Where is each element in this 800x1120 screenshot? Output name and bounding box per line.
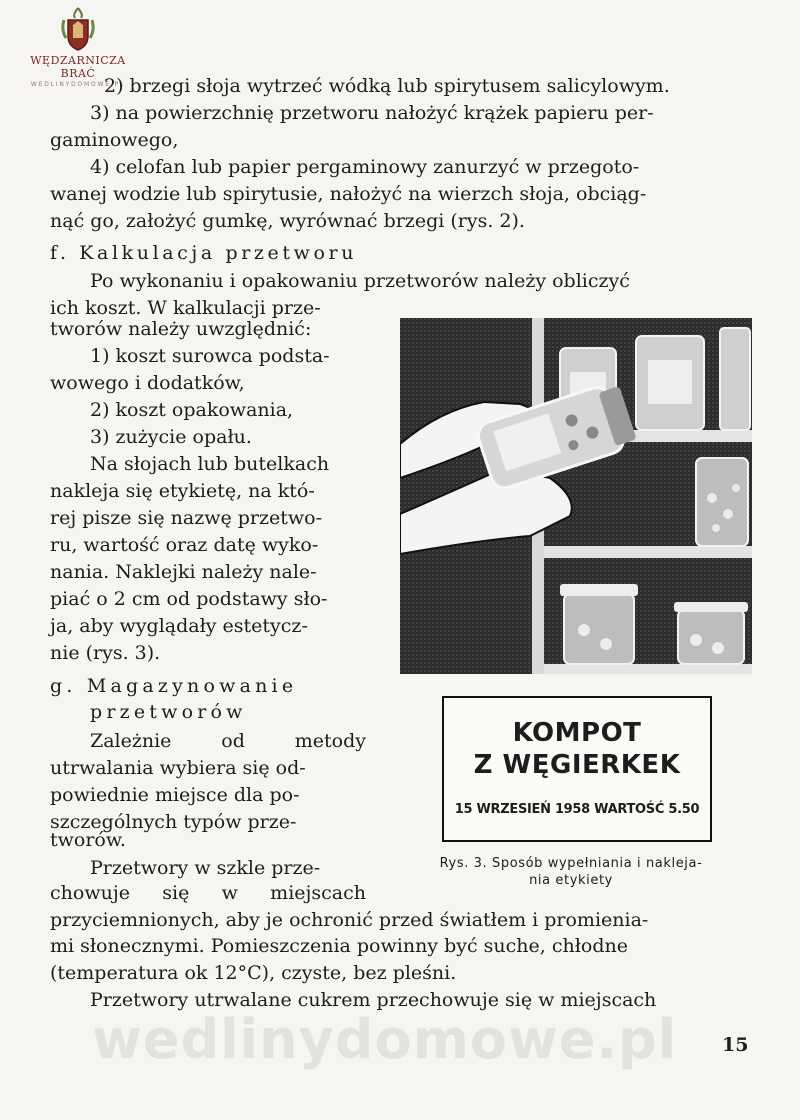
text-line: Przetwory utrwalane cukrem przechowuje się w miejscach <box>90 989 657 1011</box>
text-line: nania. Naklejki należy nale- <box>50 561 317 583</box>
watermark: wedlinydomowe.pl <box>92 1008 678 1071</box>
text-line: 2) koszt opakowania, <box>90 399 294 421</box>
text-line: nie (rys. 3). <box>50 642 161 664</box>
text-line: Przetwory w szkle prze- <box>90 857 321 879</box>
text-line: rej pisze się nazwę przetwo- <box>50 507 323 529</box>
jar-label <box>442 696 712 842</box>
crest-icon <box>58 6 98 52</box>
section-heading-g: g. Magazynowanie <box>50 675 298 697</box>
text-line: przyciemnionych, aby je ochronić przed światłem i promienia- <box>50 909 649 931</box>
caption-line: nia etykiety <box>529 873 613 888</box>
text-line: ich koszt. W kalkulacji prze- <box>50 297 321 319</box>
page-number: 15 <box>722 1034 749 1056</box>
text-line: 2) brzegi słoja wytrzeć wódką lub spirytusem salicylowym. <box>104 75 670 97</box>
section-heading-f: f. Kalkulacja przetworu <box>50 242 358 264</box>
label-title-line2: Z WĘGIERKEK <box>473 750 681 780</box>
text-line: Na słojach lub butelkach <box>90 453 330 475</box>
text-line: nąć go, założyć gumkę, wyrównać brzegi (rys. 2). <box>50 210 525 232</box>
jar-shelf-illustration <box>400 318 752 674</box>
text-line: piać o 2 cm od podstawy sło- <box>50 588 328 610</box>
text-line: wowego i dodatków, <box>50 372 245 394</box>
text-line: ja, aby wyglądały estetycz- <box>50 615 308 637</box>
logo-name: WĘDZARNICZA BRAĆ <box>30 54 126 80</box>
text-line: szczególnych typów prze- <box>50 811 297 833</box>
text-line: tworów należy uwzględnić: <box>50 318 312 340</box>
text-line: 1) koszt surowca podsta- <box>90 345 330 367</box>
text-line: 3) zużycie opału. <box>90 426 252 448</box>
text-line: ru, wartość oraz datę wyko- <box>50 534 319 556</box>
text-line: mi słonecznymi. Pomieszczenia powinny być suche, chłodne <box>50 935 628 957</box>
text-line: gaminowego, <box>50 129 179 151</box>
logo-subtitle: WEDLINYDOMOWE.PL <box>30 81 126 88</box>
figure-caption <box>384 855 758 889</box>
text-line: 3) na powierzchnię przetworu nałożyć krążek papieru per- <box>90 102 654 124</box>
text-line: wanej wodzie lub spirytusie, nałożyć na wierzch słoja, obciąg- <box>50 183 647 205</box>
text-line: (temperatura ok 12°C), czyste, bez pleśni. <box>50 962 457 984</box>
text-line: Zależnie od metody <box>90 730 366 752</box>
text-line: tworów. <box>50 829 126 851</box>
section-heading-g-cont: przetworów <box>90 701 247 723</box>
text-line: chowuje się w miejscach <box>50 882 366 904</box>
text-line: 4) celofan lub papier pergaminowy zanurzyć w przegoto- <box>90 156 640 178</box>
text-line: powiednie miejsce dla po- <box>50 784 300 806</box>
caption-line: Rys. 3. Sposób wypełniania i nakleja- <box>439 856 703 871</box>
text-line: Po wykonaniu i opakowaniu przetworów należy obliczyć <box>90 270 630 292</box>
label-title-line1: KOMPOT <box>512 718 642 748</box>
text-line: utrwalania wybiera się od- <box>50 757 306 779</box>
text-line: nakleja się etykietę, na któ- <box>50 480 315 502</box>
label-date-value: 15 WRZESIEŃ 1958 WARTOŚĆ 5.50 <box>454 802 700 817</box>
